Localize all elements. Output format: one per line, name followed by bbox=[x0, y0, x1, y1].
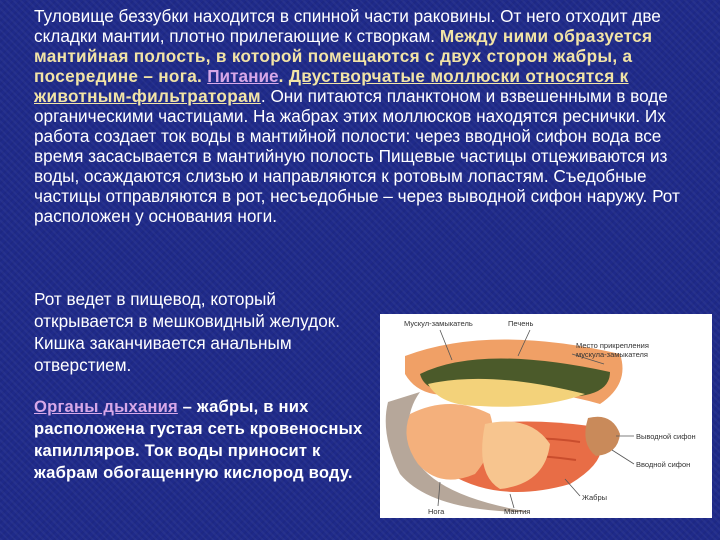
filter-feeders-highlight: Двустворчатые моллюски относятся к животным-фильтраторам bbox=[34, 66, 629, 106]
siphon-shape bbox=[585, 417, 620, 456]
paragraph-text-intro: Туловище беззубки находится в спинной части раковины. От него отходит две складки мантии, плотно прилегающие к створкам. bbox=[34, 6, 661, 46]
label-gills: Жабры bbox=[582, 493, 608, 502]
label-kidney: Печень bbox=[508, 319, 534, 328]
respiration-text: – жабры, в них расположена густая сеть кровеносных капилляров. Ток воды приносит к жабрам обогащенную кислород воду. bbox=[34, 397, 363, 482]
nutrition-dot: . bbox=[278, 66, 289, 86]
label-foot: Нога bbox=[428, 507, 445, 516]
label-muscle-attach-1: Место прикрепления bbox=[576, 341, 649, 350]
label-mantle: Мантия bbox=[504, 507, 531, 516]
label-muscle-closing: Мускул-замыкатель bbox=[404, 319, 473, 328]
respiration-paragraph bbox=[34, 396, 364, 484]
nutrition-link[interactable]: Питание bbox=[207, 66, 279, 86]
mollusk-anatomy-figure bbox=[380, 314, 712, 518]
main-paragraph bbox=[34, 6, 712, 226]
respiration-link[interactable]: Органы дыхания bbox=[34, 397, 178, 416]
label-out-siphon: Выводной сифон bbox=[636, 432, 696, 441]
label-muscle-attach-2: мускула-замыкателя bbox=[576, 350, 648, 359]
mollusk-anatomy-illustration bbox=[380, 314, 712, 518]
mantle-cavity-highlight: Между ними образуется мантийная полость, в которой помещаются с двух сторон жабры, а посередине – нога. bbox=[34, 26, 653, 86]
label-in-siphon: Вводной сифон bbox=[636, 460, 691, 469]
paragraph-text-feeding: . Они питаются планктоном и взвешенными в воде органическими частицами. На жабрах этих моллюсков находятся реснички. Их работа создает ток воды в мантийной полости: через вводной сифон вода все время засасывается в мантийную полость Пищевые частицы отцеживаются из воды, осаждаются слизью и направляются к ротовым лопастям. Съедобные частицы отправляются в рот, несъедобные – через выводной сифон наружу. Рот расположен у основания ноги. bbox=[34, 86, 680, 226]
digestion-paragraph: Рот ведет в пищевод, который открывается в мешковидный желудок. Кишка заканчивается анальным отверстием. bbox=[34, 289, 341, 375]
